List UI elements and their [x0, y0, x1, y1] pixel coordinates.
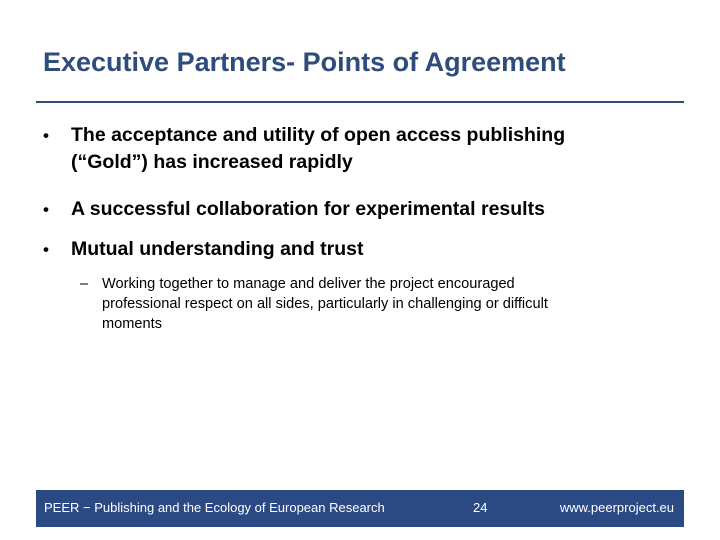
- sub-bullet-marker: –: [80, 276, 89, 292]
- sub-bullet-line: Working together to manage and deliver the project encouraged: [102, 276, 515, 292]
- page-number: 24: [473, 500, 488, 515]
- footer-bar: [36, 490, 684, 527]
- footer-url: www.peerproject.eu: [559, 500, 674, 515]
- title-divider: [36, 101, 684, 103]
- bullet-marker: •: [43, 126, 49, 145]
- bullet-text: A successful collaboration for experimental results: [71, 198, 545, 220]
- bullet-marker: •: [43, 240, 49, 259]
- sub-bullet-line: moments: [102, 316, 163, 332]
- footer-project-name: PEER − Publishing and the Ecology of European Research: [44, 500, 385, 515]
- bullet-text: [71, 122, 565, 176]
- bullet-marker: •: [43, 200, 49, 219]
- bullet-text-line: (“Gold”) has increased rapidly: [71, 151, 353, 173]
- bullet-text-line: The acceptance and utility of open access publishing: [71, 124, 566, 146]
- sub-bullet-line: professional respect on all sides, particularly in challenging or difficult: [102, 296, 548, 312]
- slide-title: Executive Partners- Points of Agreement: [43, 47, 566, 77]
- bullet-text: Mutual understanding and trust: [71, 238, 364, 260]
- sub-bullet-text: [102, 274, 548, 334]
